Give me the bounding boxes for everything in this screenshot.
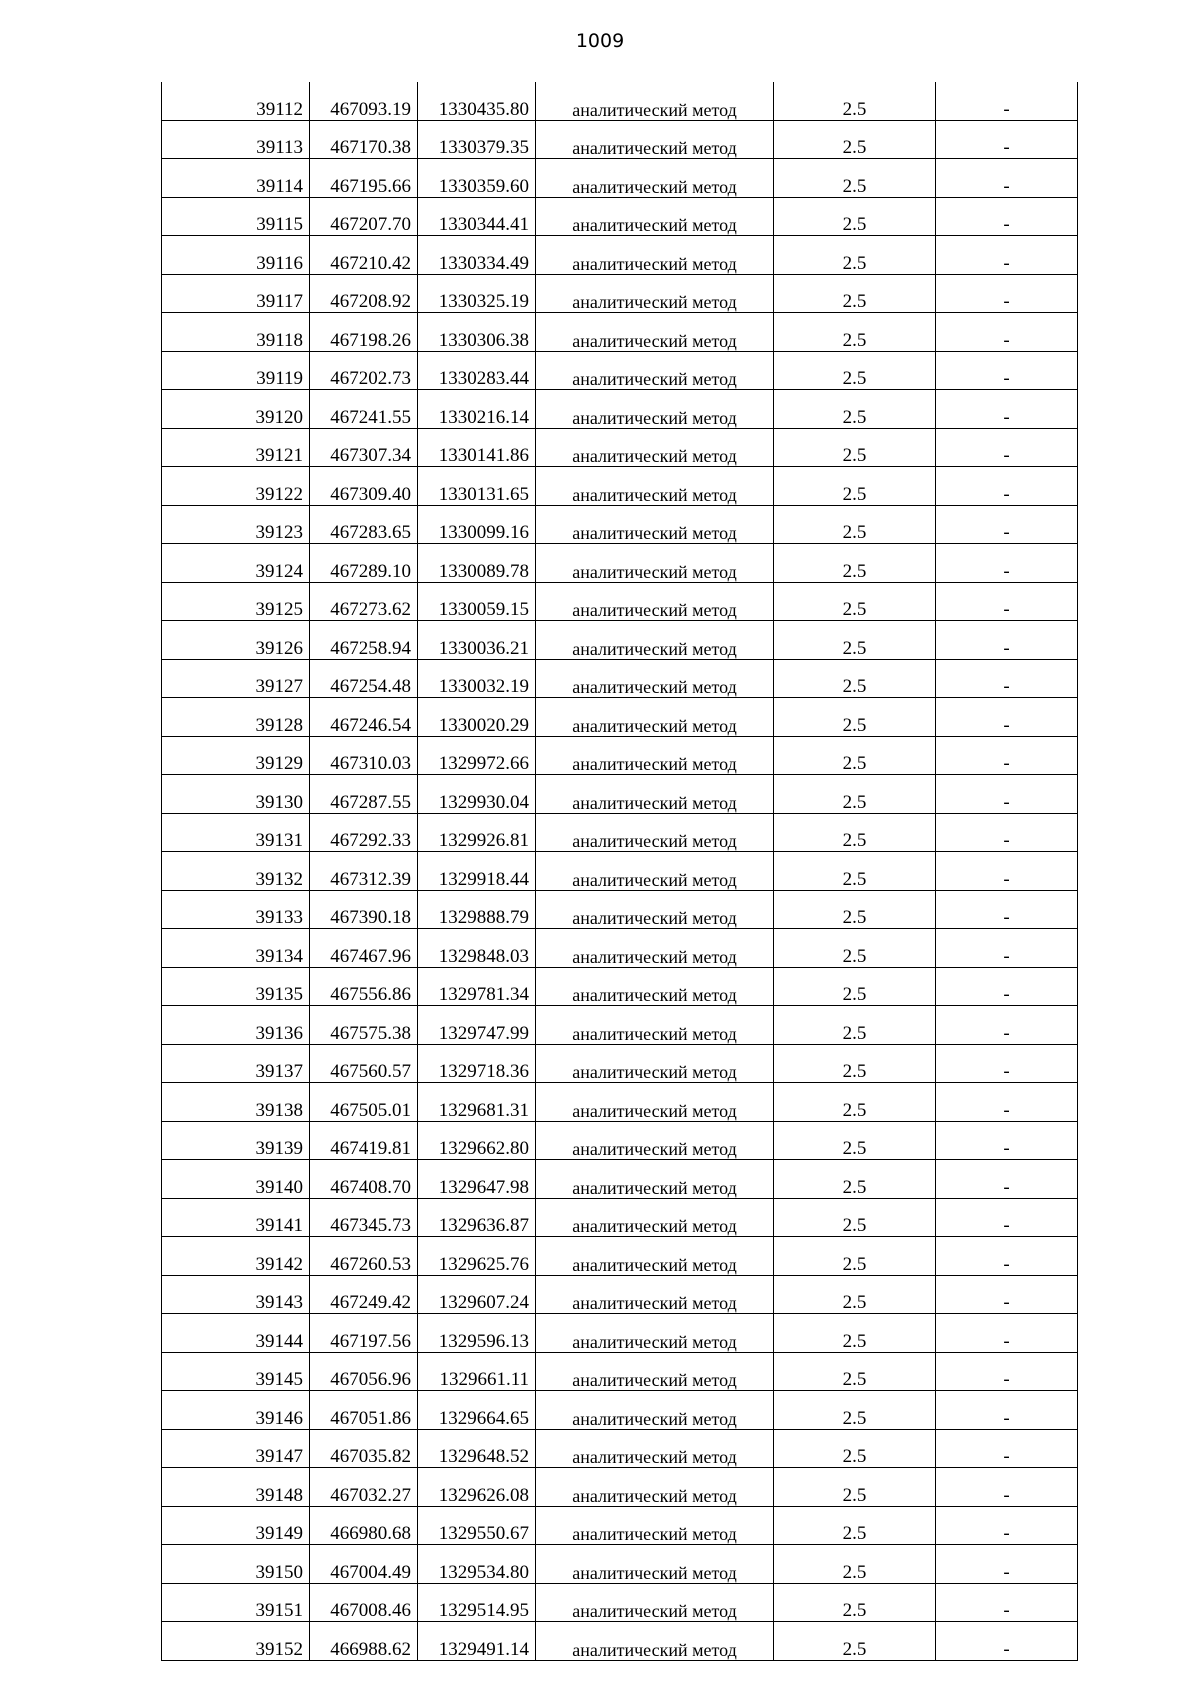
- y-coordinate-cell: 1329625.76: [418, 1237, 536, 1276]
- accuracy-cell: 2.5: [774, 1314, 936, 1353]
- point-number-cell: 39126: [162, 621, 310, 660]
- point-number-cell: 39134: [162, 929, 310, 968]
- point-number-cell: 39145: [162, 1352, 310, 1391]
- note-cell: -: [936, 1237, 1078, 1276]
- y-coordinate-cell: 1330020.29: [418, 698, 536, 737]
- y-coordinate-cell: 1330131.65: [418, 467, 536, 506]
- x-coordinate-cell: 467207.70: [310, 197, 418, 236]
- x-coordinate-cell: 467307.34: [310, 428, 418, 467]
- method-cell: аналитический метод: [536, 775, 774, 814]
- accuracy-cell: 2.5: [774, 1429, 936, 1468]
- table-row: [162, 736, 1078, 775]
- table-row: [162, 1314, 1078, 1353]
- method-cell: аналитический метод: [536, 852, 774, 891]
- x-coordinate-cell: 467408.70: [310, 1160, 418, 1199]
- accuracy-cell: 2.5: [774, 197, 936, 236]
- accuracy-cell: 2.5: [774, 1506, 936, 1545]
- x-coordinate-cell: 467419.81: [310, 1121, 418, 1160]
- method-cell: аналитический метод: [536, 890, 774, 929]
- accuracy-cell: 2.5: [774, 544, 936, 583]
- x-coordinate-cell: 467390.18: [310, 890, 418, 929]
- point-number-cell: 39112: [162, 82, 310, 120]
- note-cell: -: [936, 467, 1078, 506]
- point-number-cell: 39120: [162, 390, 310, 429]
- point-number-cell: 39122: [162, 467, 310, 506]
- table-row: [162, 1429, 1078, 1468]
- y-coordinate-cell: 1329681.31: [418, 1083, 536, 1122]
- note-cell: -: [936, 1160, 1078, 1199]
- y-coordinate-cell: 1330032.19: [418, 659, 536, 698]
- method-cell: аналитический метод: [536, 1545, 774, 1584]
- accuracy-cell: 2.5: [774, 659, 936, 698]
- point-number-cell: 39124: [162, 544, 310, 583]
- point-number-cell: 39125: [162, 582, 310, 621]
- point-number-cell: 39115: [162, 197, 310, 236]
- note-cell: -: [936, 197, 1078, 236]
- y-coordinate-cell: 1329550.67: [418, 1506, 536, 1545]
- note-cell: -: [936, 1468, 1078, 1507]
- accuracy-cell: 2.5: [774, 1352, 936, 1391]
- coordinates-table: [161, 82, 1078, 1661]
- note-cell: -: [936, 736, 1078, 775]
- note-cell: -: [936, 1083, 1078, 1122]
- y-coordinate-cell: 1329664.65: [418, 1391, 536, 1430]
- accuracy-cell: 2.5: [774, 82, 936, 120]
- y-coordinate-cell: 1329662.80: [418, 1121, 536, 1160]
- table-row: [162, 967, 1078, 1006]
- table-row: [162, 582, 1078, 621]
- table-row: [162, 197, 1078, 236]
- method-cell: аналитический метод: [536, 1044, 774, 1083]
- accuracy-cell: 2.5: [774, 929, 936, 968]
- y-coordinate-cell: 1329661.11: [418, 1352, 536, 1391]
- method-cell: аналитический метод: [536, 159, 774, 198]
- y-coordinate-cell: 1329718.36: [418, 1044, 536, 1083]
- accuracy-cell: 2.5: [774, 1468, 936, 1507]
- method-cell: аналитический метод: [536, 120, 774, 159]
- accuracy-cell: 2.5: [774, 1391, 936, 1430]
- method-cell: аналитический метод: [536, 390, 774, 429]
- table-row: [162, 82, 1078, 120]
- y-coordinate-cell: 1330306.38: [418, 313, 536, 352]
- table-row: [162, 1121, 1078, 1160]
- x-coordinate-cell: 467287.55: [310, 775, 418, 814]
- note-cell: -: [936, 698, 1078, 737]
- accuracy-cell: 2.5: [774, 236, 936, 275]
- point-number-cell: 39123: [162, 505, 310, 544]
- y-coordinate-cell: 1329491.14: [418, 1622, 536, 1661]
- method-cell: аналитический метод: [536, 236, 774, 275]
- method-cell: аналитический метод: [536, 1468, 774, 1507]
- y-coordinate-cell: 1330334.49: [418, 236, 536, 275]
- accuracy-cell: 2.5: [774, 890, 936, 929]
- method-cell: аналитический метод: [536, 1583, 774, 1622]
- y-coordinate-cell: 1329781.34: [418, 967, 536, 1006]
- accuracy-cell: 2.5: [774, 159, 936, 198]
- x-coordinate-cell: 467258.94: [310, 621, 418, 660]
- point-number-cell: 39117: [162, 274, 310, 313]
- note-cell: -: [936, 351, 1078, 390]
- table-row: [162, 852, 1078, 891]
- table-row: [162, 1506, 1078, 1545]
- note-cell: -: [936, 1121, 1078, 1160]
- note-cell: -: [936, 1044, 1078, 1083]
- x-coordinate-cell: 467241.55: [310, 390, 418, 429]
- y-coordinate-cell: 1329930.04: [418, 775, 536, 814]
- method-cell: аналитический метод: [536, 1083, 774, 1122]
- y-coordinate-cell: 1330089.78: [418, 544, 536, 583]
- note-cell: -: [936, 159, 1078, 198]
- accuracy-cell: 2.5: [774, 505, 936, 544]
- y-coordinate-cell: 1330216.14: [418, 390, 536, 429]
- note-cell: -: [936, 775, 1078, 814]
- accuracy-cell: 2.5: [774, 467, 936, 506]
- accuracy-cell: 2.5: [774, 1160, 936, 1199]
- method-cell: аналитический метод: [536, 1429, 774, 1468]
- accuracy-cell: 2.5: [774, 621, 936, 660]
- y-coordinate-cell: 1330141.86: [418, 428, 536, 467]
- y-coordinate-cell: 1329747.99: [418, 1006, 536, 1045]
- note-cell: -: [936, 236, 1078, 275]
- table-row: [162, 390, 1078, 429]
- table-row: [162, 505, 1078, 544]
- note-cell: -: [936, 1314, 1078, 1353]
- point-number-cell: 39150: [162, 1545, 310, 1584]
- point-number-cell: 39128: [162, 698, 310, 737]
- y-coordinate-cell: 1329648.52: [418, 1429, 536, 1468]
- accuracy-cell: 2.5: [774, 1622, 936, 1661]
- note-cell: -: [936, 1352, 1078, 1391]
- x-coordinate-cell: 467345.73: [310, 1198, 418, 1237]
- y-coordinate-cell: 1329636.87: [418, 1198, 536, 1237]
- table-row: [162, 120, 1078, 159]
- method-cell: аналитический метод: [536, 1314, 774, 1353]
- coordinates-table-container: [161, 82, 1077, 1661]
- note-cell: -: [936, 1545, 1078, 1584]
- note-cell: -: [936, 1391, 1078, 1430]
- accuracy-cell: 2.5: [774, 1044, 936, 1083]
- method-cell: аналитический метод: [536, 428, 774, 467]
- x-coordinate-cell: 467246.54: [310, 698, 418, 737]
- point-number-cell: 39146: [162, 1391, 310, 1430]
- accuracy-cell: 2.5: [774, 1237, 936, 1276]
- point-number-cell: 39147: [162, 1429, 310, 1468]
- table-row: [162, 1275, 1078, 1314]
- x-coordinate-cell: 467556.86: [310, 967, 418, 1006]
- note-cell: -: [936, 1583, 1078, 1622]
- accuracy-cell: 2.5: [774, 775, 936, 814]
- method-cell: аналитический метод: [536, 1198, 774, 1237]
- x-coordinate-cell: 467008.46: [310, 1583, 418, 1622]
- x-coordinate-cell: 467056.96: [310, 1352, 418, 1391]
- table-row: [162, 698, 1078, 737]
- table-row: [162, 1391, 1078, 1430]
- x-coordinate-cell: 467312.39: [310, 852, 418, 891]
- table-row: [162, 1468, 1078, 1507]
- method-cell: аналитический метод: [536, 1391, 774, 1430]
- note-cell: -: [936, 1275, 1078, 1314]
- accuracy-cell: 2.5: [774, 852, 936, 891]
- accuracy-cell: 2.5: [774, 1198, 936, 1237]
- point-number-cell: 39152: [162, 1622, 310, 1661]
- x-coordinate-cell: 467467.96: [310, 929, 418, 968]
- point-number-cell: 39129: [162, 736, 310, 775]
- table-row: [162, 1044, 1078, 1083]
- accuracy-cell: 2.5: [774, 1083, 936, 1122]
- y-coordinate-cell: 1329918.44: [418, 852, 536, 891]
- method-cell: аналитический метод: [536, 1622, 774, 1661]
- y-coordinate-cell: 1330036.21: [418, 621, 536, 660]
- note-cell: -: [936, 582, 1078, 621]
- table-row: [162, 1006, 1078, 1045]
- note-cell: -: [936, 1622, 1078, 1661]
- method-cell: аналитический метод: [536, 505, 774, 544]
- method-cell: аналитический метод: [536, 1237, 774, 1276]
- table-row: [162, 428, 1078, 467]
- note-cell: -: [936, 621, 1078, 660]
- note-cell: -: [936, 274, 1078, 313]
- accuracy-cell: 2.5: [774, 967, 936, 1006]
- point-number-cell: 39143: [162, 1275, 310, 1314]
- table-row: [162, 1352, 1078, 1391]
- y-coordinate-cell: 1330435.80: [418, 82, 536, 120]
- note-cell: -: [936, 852, 1078, 891]
- point-number-cell: 39133: [162, 890, 310, 929]
- point-number-cell: 39144: [162, 1314, 310, 1353]
- x-coordinate-cell: 467289.10: [310, 544, 418, 583]
- accuracy-cell: 2.5: [774, 582, 936, 621]
- x-coordinate-cell: 467032.27: [310, 1468, 418, 1507]
- x-coordinate-cell: 467051.86: [310, 1391, 418, 1430]
- y-coordinate-cell: 1329534.80: [418, 1545, 536, 1584]
- method-cell: аналитический метод: [536, 82, 774, 120]
- table-row: [162, 1083, 1078, 1122]
- note-cell: -: [936, 967, 1078, 1006]
- accuracy-cell: 2.5: [774, 351, 936, 390]
- method-cell: аналитический метод: [536, 1121, 774, 1160]
- point-number-cell: 39148: [162, 1468, 310, 1507]
- x-coordinate-cell: 467202.73: [310, 351, 418, 390]
- point-number-cell: 39149: [162, 1506, 310, 1545]
- note-cell: -: [936, 82, 1078, 120]
- point-number-cell: 39137: [162, 1044, 310, 1083]
- accuracy-cell: 2.5: [774, 698, 936, 737]
- note-cell: -: [936, 1006, 1078, 1045]
- method-cell: аналитический метод: [536, 582, 774, 621]
- method-cell: аналитический метод: [536, 544, 774, 583]
- table-row: [162, 159, 1078, 198]
- note-cell: -: [936, 1198, 1078, 1237]
- method-cell: аналитический метод: [536, 698, 774, 737]
- x-coordinate-cell: 467292.33: [310, 813, 418, 852]
- x-coordinate-cell: 467273.62: [310, 582, 418, 621]
- x-coordinate-cell: 466988.62: [310, 1622, 418, 1661]
- point-number-cell: 39130: [162, 775, 310, 814]
- table-row: [162, 544, 1078, 583]
- method-cell: аналитический метод: [536, 351, 774, 390]
- point-number-cell: 39132: [162, 852, 310, 891]
- table-row: [162, 813, 1078, 852]
- method-cell: аналитический метод: [536, 736, 774, 775]
- point-number-cell: 39127: [162, 659, 310, 698]
- point-number-cell: 39138: [162, 1083, 310, 1122]
- point-number-cell: 39114: [162, 159, 310, 198]
- table-row: [162, 775, 1078, 814]
- table-row: [162, 1622, 1078, 1661]
- table-row: [162, 1545, 1078, 1584]
- note-cell: -: [936, 1506, 1078, 1545]
- accuracy-cell: 2.5: [774, 813, 936, 852]
- x-coordinate-cell: 467505.01: [310, 1083, 418, 1122]
- y-coordinate-cell: 1330099.16: [418, 505, 536, 544]
- accuracy-cell: 2.5: [774, 1006, 936, 1045]
- method-cell: аналитический метод: [536, 467, 774, 506]
- table-row: [162, 467, 1078, 506]
- method-cell: аналитический метод: [536, 967, 774, 1006]
- x-coordinate-cell: 467309.40: [310, 467, 418, 506]
- y-coordinate-cell: 1329607.24: [418, 1275, 536, 1314]
- x-coordinate-cell: 467575.38: [310, 1006, 418, 1045]
- point-number-cell: 39139: [162, 1121, 310, 1160]
- x-coordinate-cell: 467249.42: [310, 1275, 418, 1314]
- x-coordinate-cell: 467004.49: [310, 1545, 418, 1584]
- y-coordinate-cell: 1329647.98: [418, 1160, 536, 1199]
- point-number-cell: 39142: [162, 1237, 310, 1276]
- table-row: [162, 659, 1078, 698]
- table-row: [162, 1583, 1078, 1622]
- point-number-cell: 39135: [162, 967, 310, 1006]
- table-row: [162, 313, 1078, 352]
- y-coordinate-cell: 1330379.35: [418, 120, 536, 159]
- x-coordinate-cell: 467195.66: [310, 159, 418, 198]
- point-number-cell: 39131: [162, 813, 310, 852]
- page-number: 1009: [575, 30, 625, 52]
- table-row: [162, 351, 1078, 390]
- y-coordinate-cell: 1330344.41: [418, 197, 536, 236]
- accuracy-cell: 2.5: [774, 274, 936, 313]
- accuracy-cell: 2.5: [774, 1121, 936, 1160]
- method-cell: аналитический метод: [536, 274, 774, 313]
- x-coordinate-cell: 467254.48: [310, 659, 418, 698]
- method-cell: аналитический метод: [536, 197, 774, 236]
- note-cell: -: [936, 313, 1078, 352]
- accuracy-cell: 2.5: [774, 1545, 936, 1584]
- note-cell: -: [936, 428, 1078, 467]
- method-cell: аналитический метод: [536, 621, 774, 660]
- point-number-cell: 39151: [162, 1583, 310, 1622]
- y-coordinate-cell: 1329514.95: [418, 1583, 536, 1622]
- method-cell: аналитический метод: [536, 813, 774, 852]
- y-coordinate-cell: 1330359.60: [418, 159, 536, 198]
- method-cell: аналитический метод: [536, 1275, 774, 1314]
- y-coordinate-cell: 1329926.81: [418, 813, 536, 852]
- x-coordinate-cell: 467208.92: [310, 274, 418, 313]
- accuracy-cell: 2.5: [774, 736, 936, 775]
- x-coordinate-cell: 467560.57: [310, 1044, 418, 1083]
- accuracy-cell: 2.5: [774, 428, 936, 467]
- x-coordinate-cell: 467198.26: [310, 313, 418, 352]
- table-row: [162, 929, 1078, 968]
- table-row: [162, 236, 1078, 275]
- point-number-cell: 39141: [162, 1198, 310, 1237]
- x-coordinate-cell: 467210.42: [310, 236, 418, 275]
- note-cell: -: [936, 813, 1078, 852]
- method-cell: аналитический метод: [536, 1352, 774, 1391]
- point-number-cell: 39116: [162, 236, 310, 275]
- table-row: [162, 1237, 1078, 1276]
- note-cell: -: [936, 1429, 1078, 1468]
- y-coordinate-cell: 1329596.13: [418, 1314, 536, 1353]
- note-cell: -: [936, 890, 1078, 929]
- method-cell: аналитический метод: [536, 1006, 774, 1045]
- x-coordinate-cell: 467260.53: [310, 1237, 418, 1276]
- note-cell: -: [936, 659, 1078, 698]
- y-coordinate-cell: 1329888.79: [418, 890, 536, 929]
- y-coordinate-cell: 1330325.19: [418, 274, 536, 313]
- method-cell: аналитический метод: [536, 929, 774, 968]
- x-coordinate-cell: 467197.56: [310, 1314, 418, 1353]
- accuracy-cell: 2.5: [774, 390, 936, 429]
- x-coordinate-cell: 467093.19: [310, 82, 418, 120]
- point-number-cell: 39136: [162, 1006, 310, 1045]
- point-number-cell: 39121: [162, 428, 310, 467]
- table-row: [162, 621, 1078, 660]
- method-cell: аналитический метод: [536, 313, 774, 352]
- point-number-cell: 39113: [162, 120, 310, 159]
- accuracy-cell: 2.5: [774, 1275, 936, 1314]
- table-row: [162, 890, 1078, 929]
- y-coordinate-cell: 1330059.15: [418, 582, 536, 621]
- note-cell: -: [936, 390, 1078, 429]
- point-number-cell: 39119: [162, 351, 310, 390]
- x-coordinate-cell: 467310.03: [310, 736, 418, 775]
- table-row: [162, 1198, 1078, 1237]
- y-coordinate-cell: 1329626.08: [418, 1468, 536, 1507]
- x-coordinate-cell: 467170.38: [310, 120, 418, 159]
- note-cell: -: [936, 505, 1078, 544]
- accuracy-cell: 2.5: [774, 120, 936, 159]
- note-cell: -: [936, 544, 1078, 583]
- accuracy-cell: 2.5: [774, 313, 936, 352]
- x-coordinate-cell: 467035.82: [310, 1429, 418, 1468]
- accuracy-cell: 2.5: [774, 1583, 936, 1622]
- y-coordinate-cell: 1329848.03: [418, 929, 536, 968]
- x-coordinate-cell: 466980.68: [310, 1506, 418, 1545]
- method-cell: аналитический метод: [536, 1506, 774, 1545]
- note-cell: -: [936, 120, 1078, 159]
- y-coordinate-cell: 1329972.66: [418, 736, 536, 775]
- method-cell: аналитический метод: [536, 1160, 774, 1199]
- note-cell: -: [936, 929, 1078, 968]
- point-number-cell: 39140: [162, 1160, 310, 1199]
- method-cell: аналитический метод: [536, 659, 774, 698]
- y-coordinate-cell: 1330283.44: [418, 351, 536, 390]
- table-row: [162, 274, 1078, 313]
- point-number-cell: 39118: [162, 313, 310, 352]
- table-row: [162, 1160, 1078, 1199]
- table-body: [162, 82, 1078, 1660]
- x-coordinate-cell: 467283.65: [310, 505, 418, 544]
